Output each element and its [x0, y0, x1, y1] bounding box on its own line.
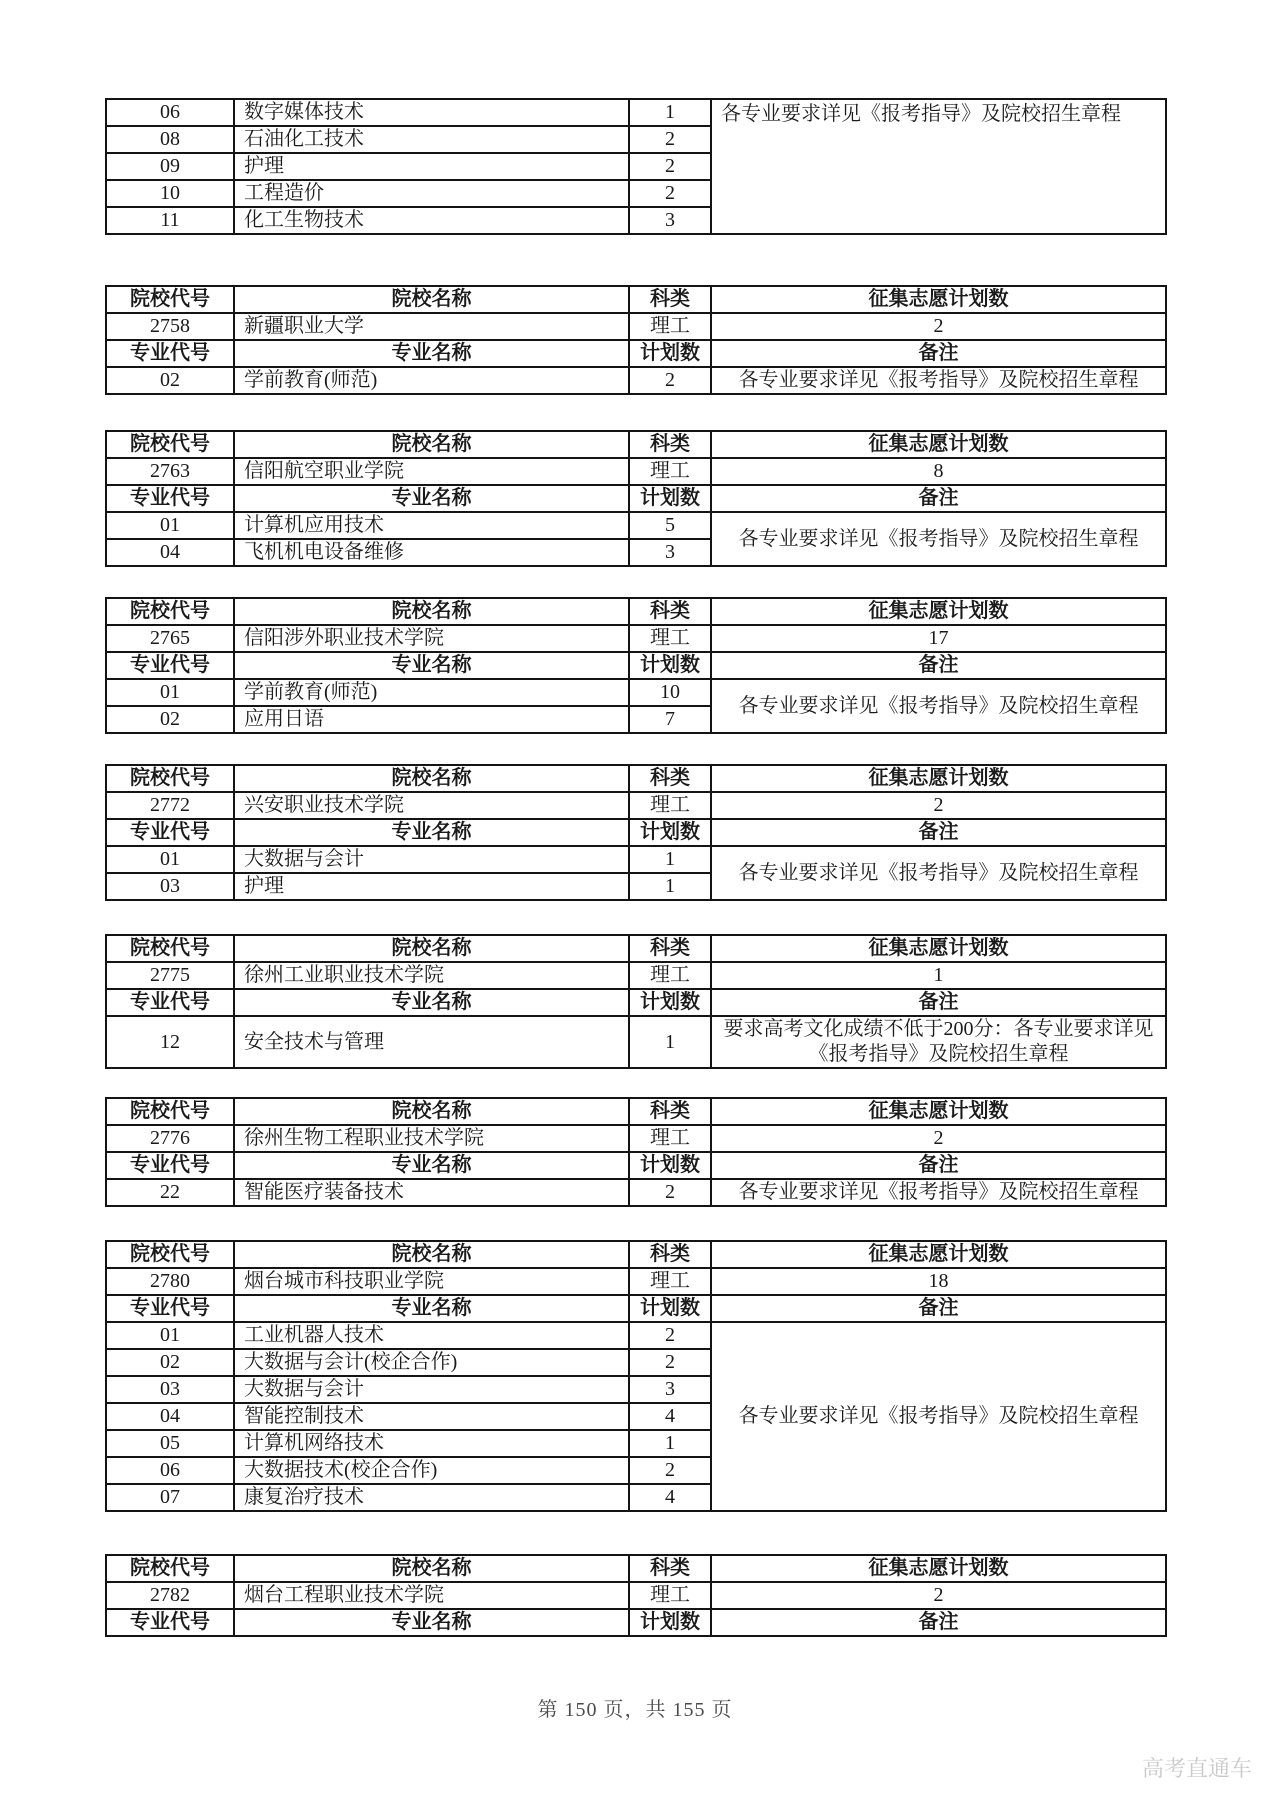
plan-count-cell: 5 — [629, 512, 711, 539]
remark-cell: 各专业要求详见《报考指导》及院校招生章程 — [711, 99, 1166, 234]
major-name-cell: 大数据与会计(校企合作) — [234, 1349, 629, 1376]
major-code-cell: 05 — [106, 1430, 234, 1457]
college-row — [106, 792, 1166, 819]
category-cell: 理工 — [629, 458, 711, 485]
plan-count-cell: 1 — [629, 1016, 711, 1068]
category-cell: 理工 — [629, 625, 711, 652]
college-name-cell: 徐州生物工程职业技术学院 — [234, 1125, 629, 1152]
major-code-cell: 22 — [106, 1179, 234, 1206]
college-header-row — [106, 1241, 1166, 1268]
category-cell: 理工 — [629, 962, 711, 989]
plan-total-header: 征集志愿计划数 — [711, 1098, 1166, 1125]
major-code-cell: 02 — [106, 367, 234, 394]
college-row — [106, 313, 1166, 340]
remark-cell: 各专业要求详见《报考指导》及院校招生章程 — [711, 367, 1166, 394]
major-name-header: 专业名称 — [234, 485, 629, 512]
plan-total-header: 征集志愿计划数 — [711, 286, 1166, 313]
college-table-2782 — [105, 1554, 1167, 1637]
major-code-cell: 04 — [106, 539, 234, 566]
college-code-cell: 2765 — [106, 625, 234, 652]
remark-header: 备注 — [711, 652, 1166, 679]
remark-header: 备注 — [711, 1152, 1166, 1179]
college-code-cell: 2780 — [106, 1268, 234, 1295]
college-code-header: 院校代号 — [106, 1555, 234, 1582]
major-row — [106, 512, 1166, 539]
major-name-cell: 智能医疗装备技术 — [234, 1179, 629, 1206]
plan-count-header: 计划数 — [629, 819, 711, 846]
remark-header: 备注 — [711, 1295, 1166, 1322]
major-name-cell: 大数据与会计 — [234, 846, 629, 873]
plan-count-cell: 2 — [629, 1457, 711, 1484]
major-name-cell: 智能控制技术 — [234, 1403, 629, 1430]
major-code-header: 专业代号 — [106, 989, 234, 1016]
college-name-header: 院校名称 — [234, 598, 629, 625]
major-code-cell: 11 — [106, 207, 234, 234]
major-code-header: 专业代号 — [106, 1609, 234, 1636]
major-code-cell: 12 — [106, 1016, 234, 1068]
plan-count-header: 计划数 — [629, 1152, 711, 1179]
plan-count-cell: 2 — [629, 126, 711, 153]
major-code-cell: 01 — [106, 846, 234, 873]
college-row — [106, 1125, 1166, 1152]
major-name-cell: 大数据与会计 — [234, 1376, 629, 1403]
plan-total-cell: 2 — [711, 313, 1166, 340]
major-code-cell: 06 — [106, 99, 234, 126]
plan-count-header: 计划数 — [629, 485, 711, 512]
remark-cell: 各专业要求详见《报考指导》及院校招生章程 — [711, 1179, 1166, 1206]
plan-count-cell: 1 — [629, 99, 711, 126]
plan-total-header: 征集志愿计划数 — [711, 1241, 1166, 1268]
major-name-cell: 学前教育(师范) — [234, 679, 629, 706]
remark-cell: 各专业要求详见《报考指导》及院校招生章程 — [711, 1322, 1166, 1511]
college-table-2775 — [105, 934, 1167, 1069]
major-name-header: 专业名称 — [234, 1609, 629, 1636]
college-name-header: 院校名称 — [234, 765, 629, 792]
plan-count-cell: 3 — [629, 1376, 711, 1403]
category-header: 科类 — [629, 1098, 711, 1125]
major-name-cell: 化工生物技术 — [234, 207, 629, 234]
major-code-cell: 06 — [106, 1457, 234, 1484]
college-table-2763 — [105, 430, 1167, 567]
major-header-row — [106, 1609, 1166, 1636]
plan-total-header: 征集志愿计划数 — [711, 598, 1166, 625]
remark-cell: 各专业要求详见《报考指导》及院校招生章程 — [711, 512, 1166, 566]
major-row — [106, 846, 1166, 873]
major-row — [106, 99, 1166, 126]
major-row — [106, 1179, 1166, 1206]
plan-count-cell: 2 — [629, 180, 711, 207]
major-name-cell: 石油化工技术 — [234, 126, 629, 153]
college-header-row — [106, 1098, 1166, 1125]
category-header: 科类 — [629, 935, 711, 962]
category-header: 科类 — [629, 1555, 711, 1582]
category-header: 科类 — [629, 286, 711, 313]
plan-total-header: 征集志愿计划数 — [711, 765, 1166, 792]
plan-count-cell: 2 — [629, 367, 711, 394]
college-table-2776 — [105, 1097, 1167, 1207]
major-name-cell: 飞机机电设备维修 — [234, 539, 629, 566]
college-code-cell: 2758 — [106, 313, 234, 340]
remark-cell: 各专业要求详见《报考指导》及院校招生章程 — [711, 846, 1166, 900]
major-name-cell: 应用日语 — [234, 706, 629, 733]
major-name-cell: 安全技术与管理 — [234, 1016, 629, 1068]
college-row — [106, 1582, 1166, 1609]
plan-total-header: 征集志愿计划数 — [711, 431, 1166, 458]
category-cell: 理工 — [629, 1268, 711, 1295]
plan-count-cell: 3 — [629, 207, 711, 234]
major-name-cell: 康复治疗技术 — [234, 1484, 629, 1511]
major-name-cell: 大数据技术(校企合作) — [234, 1457, 629, 1484]
remark-header: 备注 — [711, 485, 1166, 512]
major-row — [106, 679, 1166, 706]
college-name-header: 院校名称 — [234, 935, 629, 962]
plan-total-cell: 2 — [711, 1582, 1166, 1609]
remark-cell: 各专业要求详见《报考指导》及院校招生章程 — [711, 679, 1166, 733]
major-name-cell: 护理 — [234, 153, 629, 180]
major-name-cell: 计算机网络技术 — [234, 1430, 629, 1457]
college-name-header: 院校名称 — [234, 431, 629, 458]
major-header-row — [106, 1152, 1166, 1179]
major-code-cell: 10 — [106, 180, 234, 207]
major-name-cell: 工业机器人技术 — [234, 1322, 629, 1349]
major-header-row — [106, 819, 1166, 846]
major-name-cell: 计算机应用技术 — [234, 512, 629, 539]
plan-count-cell: 4 — [629, 1403, 711, 1430]
college-row — [106, 458, 1166, 485]
college-code-cell: 2763 — [106, 458, 234, 485]
plan-count-header: 计划数 — [629, 340, 711, 367]
college-code-header: 院校代号 — [106, 1241, 234, 1268]
plan-count-cell: 2 — [629, 1179, 711, 1206]
plan-count-cell: 2 — [629, 1349, 711, 1376]
major-code-header: 专业代号 — [106, 819, 234, 846]
college-name-header: 院校名称 — [234, 1555, 629, 1582]
plan-count-cell: 2 — [629, 1322, 711, 1349]
major-code-cell: 07 — [106, 1484, 234, 1511]
college-code-header: 院校代号 — [106, 286, 234, 313]
major-code-header: 专业代号 — [106, 1295, 234, 1322]
category-header: 科类 — [629, 598, 711, 625]
college-header-row — [106, 598, 1166, 625]
category-header: 科类 — [629, 765, 711, 792]
major-header-row — [106, 1295, 1166, 1322]
major-name-cell: 学前教育(师范) — [234, 367, 629, 394]
remark-header: 备注 — [711, 340, 1166, 367]
watermark-text: 高考直通车 — [1141, 1756, 1252, 1781]
college-code-header: 院校代号 — [106, 765, 234, 792]
plan-count-cell: 1 — [629, 846, 711, 873]
plan-total-cell: 18 — [711, 1268, 1166, 1295]
college-name-header: 院校名称 — [234, 1241, 629, 1268]
major-name-header: 专业名称 — [234, 1152, 629, 1179]
college-code-header: 院校代号 — [106, 1098, 234, 1125]
plan-total-header: 征集志愿计划数 — [711, 1555, 1166, 1582]
plan-total-header: 征集志愿计划数 — [711, 935, 1166, 962]
major-header-row — [106, 485, 1166, 512]
college-table-2765 — [105, 597, 1167, 734]
plan-count-header: 计划数 — [629, 1609, 711, 1636]
category-cell: 理工 — [629, 792, 711, 819]
major-code-cell: 08 — [106, 126, 234, 153]
major-code-header: 专业代号 — [106, 1152, 234, 1179]
college-name-header: 院校名称 — [234, 286, 629, 313]
major-name-header: 专业名称 — [234, 340, 629, 367]
major-header-row — [106, 989, 1166, 1016]
major-code-cell: 03 — [106, 1376, 234, 1403]
category-cell: 理工 — [629, 313, 711, 340]
major-code-cell: 04 — [106, 1403, 234, 1430]
major-row — [106, 1016, 1166, 1068]
major-header-row — [106, 652, 1166, 679]
plan-count-header: 计划数 — [629, 989, 711, 1016]
college-name-cell: 徐州工业职业技术学院 — [234, 962, 629, 989]
major-code-cell: 01 — [106, 679, 234, 706]
college-code-cell: 2772 — [106, 792, 234, 819]
college-row — [106, 1268, 1166, 1295]
plan-count-header: 计划数 — [629, 1295, 711, 1322]
major-name-cell: 数字媒体技术 — [234, 99, 629, 126]
plan-total-cell: 8 — [711, 458, 1166, 485]
college-header-row — [106, 431, 1166, 458]
plan-count-cell: 1 — [629, 1430, 711, 1457]
major-code-cell: 09 — [106, 153, 234, 180]
major-code-cell: 02 — [106, 706, 234, 733]
major-code-cell: 03 — [106, 873, 234, 900]
major-code-header: 专业代号 — [106, 485, 234, 512]
college-name-cell: 兴安职业技术学院 — [234, 792, 629, 819]
category-header: 科类 — [629, 431, 711, 458]
college-code-cell: 2776 — [106, 1125, 234, 1152]
remark-header: 备注 — [711, 1609, 1166, 1636]
category-header: 科类 — [629, 1241, 711, 1268]
college-table-2758 — [105, 285, 1167, 395]
plan-count-cell: 7 — [629, 706, 711, 733]
college-row — [106, 625, 1166, 652]
plan-total-cell: 17 — [711, 625, 1166, 652]
category-cell: 理工 — [629, 1125, 711, 1152]
plan-count-header: 计划数 — [629, 652, 711, 679]
college-name-cell: 信阳涉外职业技术学院 — [234, 625, 629, 652]
major-row — [106, 1322, 1166, 1349]
remark-header: 备注 — [711, 989, 1166, 1016]
remark-cell: 要求高考文化成绩不低于200分：各专业要求详见《报考指导》及院校招生章程 — [711, 1016, 1166, 1068]
college-table-2772 — [105, 764, 1167, 901]
major-code-header: 专业代号 — [106, 340, 234, 367]
college-name-cell: 新疆职业大学 — [234, 313, 629, 340]
college-code-header: 院校代号 — [106, 598, 234, 625]
plan-count-cell: 1 — [629, 873, 711, 900]
major-code-cell: 02 — [106, 1349, 234, 1376]
major-name-header: 专业名称 — [234, 652, 629, 679]
college-name-cell: 烟台城市科技职业学院 — [234, 1268, 629, 1295]
college-header-row — [106, 1555, 1166, 1582]
major-code-cell: 01 — [106, 512, 234, 539]
college-code-cell: 2782 — [106, 1582, 234, 1609]
continuation-majors-table — [105, 98, 1167, 235]
plan-count-cell: 4 — [629, 1484, 711, 1511]
college-header-row — [106, 935, 1166, 962]
category-cell: 理工 — [629, 1582, 711, 1609]
major-code-header: 专业代号 — [106, 652, 234, 679]
plan-total-cell: 1 — [711, 962, 1166, 989]
major-row — [106, 367, 1166, 394]
major-name-header: 专业名称 — [234, 819, 629, 846]
major-header-row — [106, 340, 1166, 367]
college-header-row — [106, 286, 1166, 313]
plan-total-cell: 2 — [711, 1125, 1166, 1152]
major-name-cell: 工程造价 — [234, 180, 629, 207]
plan-total-cell: 2 — [711, 792, 1166, 819]
college-code-cell: 2775 — [106, 962, 234, 989]
college-table-2780 — [105, 1240, 1167, 1512]
college-row — [106, 962, 1166, 989]
plan-count-cell: 2 — [629, 153, 711, 180]
college-name-cell: 信阳航空职业学院 — [234, 458, 629, 485]
college-name-cell: 烟台工程职业技术学院 — [234, 1582, 629, 1609]
college-code-header: 院校代号 — [106, 935, 234, 962]
college-header-row — [106, 765, 1166, 792]
remark-header: 备注 — [711, 819, 1166, 846]
college-code-header: 院校代号 — [106, 431, 234, 458]
major-name-header: 专业名称 — [234, 989, 629, 1016]
plan-count-cell: 10 — [629, 679, 711, 706]
page-number-footer: 第 150 页，共 155 页 — [537, 1699, 733, 1721]
college-name-header: 院校名称 — [234, 1098, 629, 1125]
plan-count-cell: 3 — [629, 539, 711, 566]
major-name-header: 专业名称 — [234, 1295, 629, 1322]
major-name-cell: 护理 — [234, 873, 629, 900]
major-code-cell: 01 — [106, 1322, 234, 1349]
